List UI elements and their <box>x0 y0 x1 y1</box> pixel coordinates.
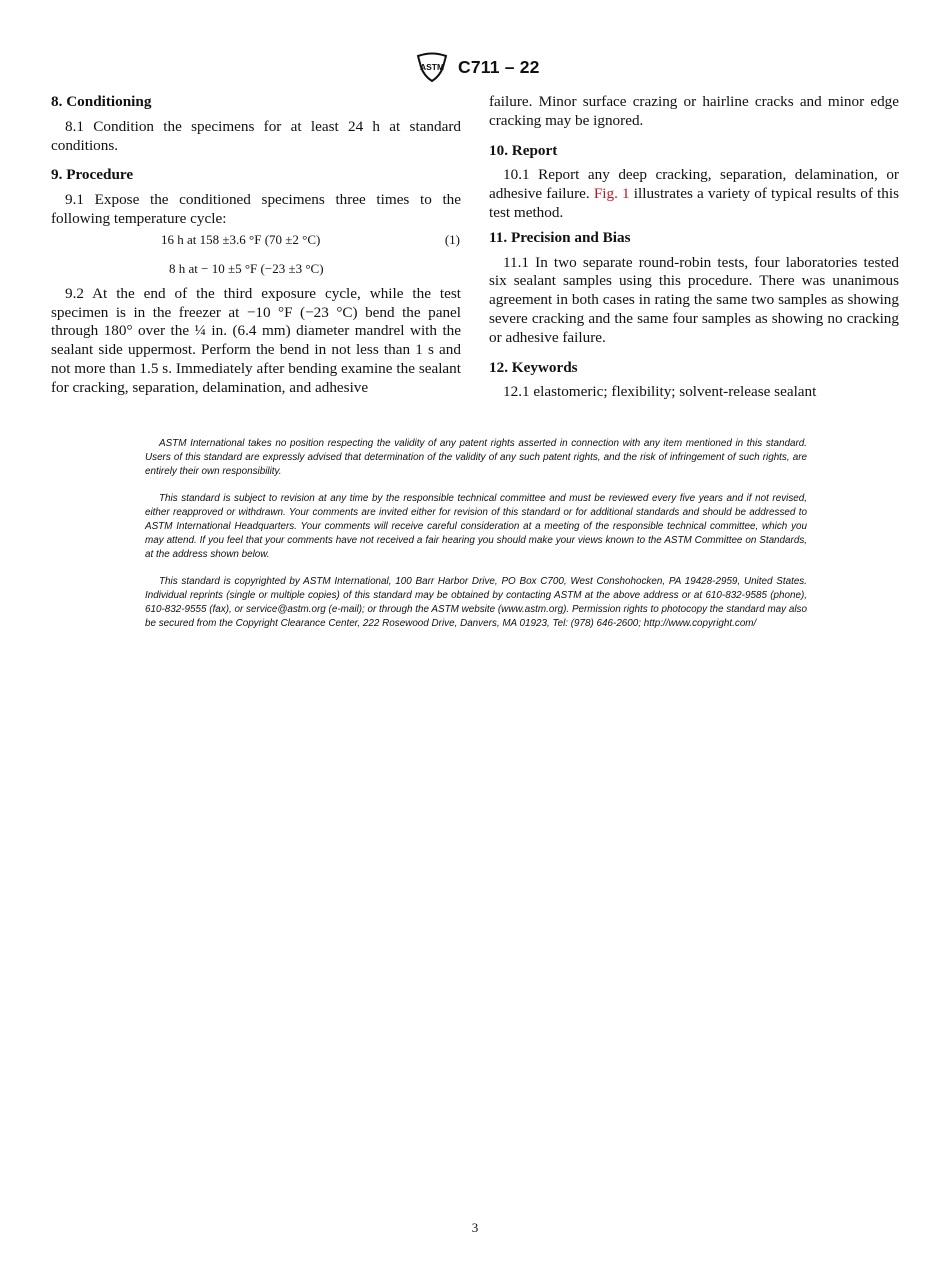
legal-notices <box>145 437 807 644</box>
equation-1 <box>51 229 461 253</box>
copyright-notice: This standard is copyrighted by ASTM International, 100 Barr Harbor Drive, PO Box C700, West Conshohocken, PA 19428-2959, United States. Individual reprints (single or multiple copies) of this standard may be obtained by contacting ASTM at the above address or at 610-832-9585 (phone), 610-832-9555 (fax), or service@astm.org (e-mail); or through the ASTM website (www.astm.org). Permission rights to photocopy the standard may also be secured from the Copyright Clearance Center, 222 Rosewood Drive, Danvers, MA 01923, Tel: (978) 646-2600; http://www.copyright.com/ <box>145 576 807 629</box>
fig-1-link[interactable]: Fig. 1 <box>593 185 630 203</box>
page-number: 3 <box>471 1220 479 1235</box>
paragraph-11-1: 11.1 In two separate round-robin tests, four laboratories tested six sealant samples using this procedure. There was unanimous agreement in both cases in rating the same two samples as showing severe cracking and the same four samples as showing no cracking or adhesive failure. <box>489 253 899 346</box>
paragraph-10-1 <box>489 166 899 222</box>
section-9-heading: 9. Procedure <box>51 166 134 184</box>
standard-designation: C711 – 22 <box>458 57 540 77</box>
equation-1-expression: 16 h at 158 ±3.6 °F (70 ±2 °C) <box>161 231 321 247</box>
section-10-heading: 10. Report <box>489 141 558 159</box>
patent-notice: ASTM International takes no position respecting the validity of any patent rights asserted in connection with any item mentioned in this standard. Users of this standard are expressly advised that determination of the validity of any such patent rights, and the risk of infringement of such rights, are entirely their own responsibility. <box>145 438 807 477</box>
left-column <box>51 93 461 398</box>
svg-text:ASTM: ASTM <box>419 62 445 72</box>
revision-notice: This standard is subject to revision at any time by the responsible technical committee and must be reviewed every five years and if not revised, either reapproved or withdrawn. Your comments are invited either for revision of this standard or for additional standards and should be addressed to ASTM International Headquarters. Your comments will receive careful consideration at a meeting of the responsible technical committee, which you may attend. If you feel that your comments have not received a fair hearing you should make your views known to the ASTM Committee on Standards, at the address shown below. <box>145 493 807 560</box>
paragraph-12-1: 12.1 elastomeric; flexibility; solvent-release sealant <box>503 383 817 401</box>
page-header <box>0 52 950 84</box>
astm-logo-icon <box>412 52 452 82</box>
paragraph-9-1: 9.1 Expose the conditioned specimens three times to the following temperature cycle: <box>51 191 461 227</box>
paragraph-9-2: 9.2 At the end of the third exposure cycle, while the test specimen is in the freezer at −10 °F (−23 °C) bend the panel through 180° over the ¼ in. (6.4 mm) diameter mandrel with the sealant side uppermost. Perform the bend in not less than 1 s and not more than 1.5 s. Immediately after bending examine the sealant for cracking, separation, delamination, and adhesive <box>51 284 461 396</box>
paragraph-10-1-text-b: illustrates a variety of typical results of this test method. <box>489 185 900 221</box>
section-11-heading: 11. Precision and Bias <box>489 228 631 246</box>
equation-2 <box>51 253 461 279</box>
section-8-heading: 8. Conditioning <box>51 93 152 110</box>
equation-2-expression: 8 h at − 10 ±5 °F (−23 ±3 °C) <box>169 260 324 276</box>
section-12-heading: 12. Keywords <box>489 358 578 376</box>
paragraph-10-1-text-a: 10.1 Report any deep cracking, separation, delamination, or adhesive failure. <box>489 166 899 203</box>
paragraph-8-1: 8.1 Condition the specimens for at least 24 h at standard conditions. <box>51 117 461 154</box>
right-column <box>489 93 899 402</box>
paragraph-9-2-continued: failure. Minor surface crazing or hairline cracks and minor edge cracking may be ignored. <box>489 93 899 129</box>
equation-1-number: (1) <box>444 231 460 247</box>
